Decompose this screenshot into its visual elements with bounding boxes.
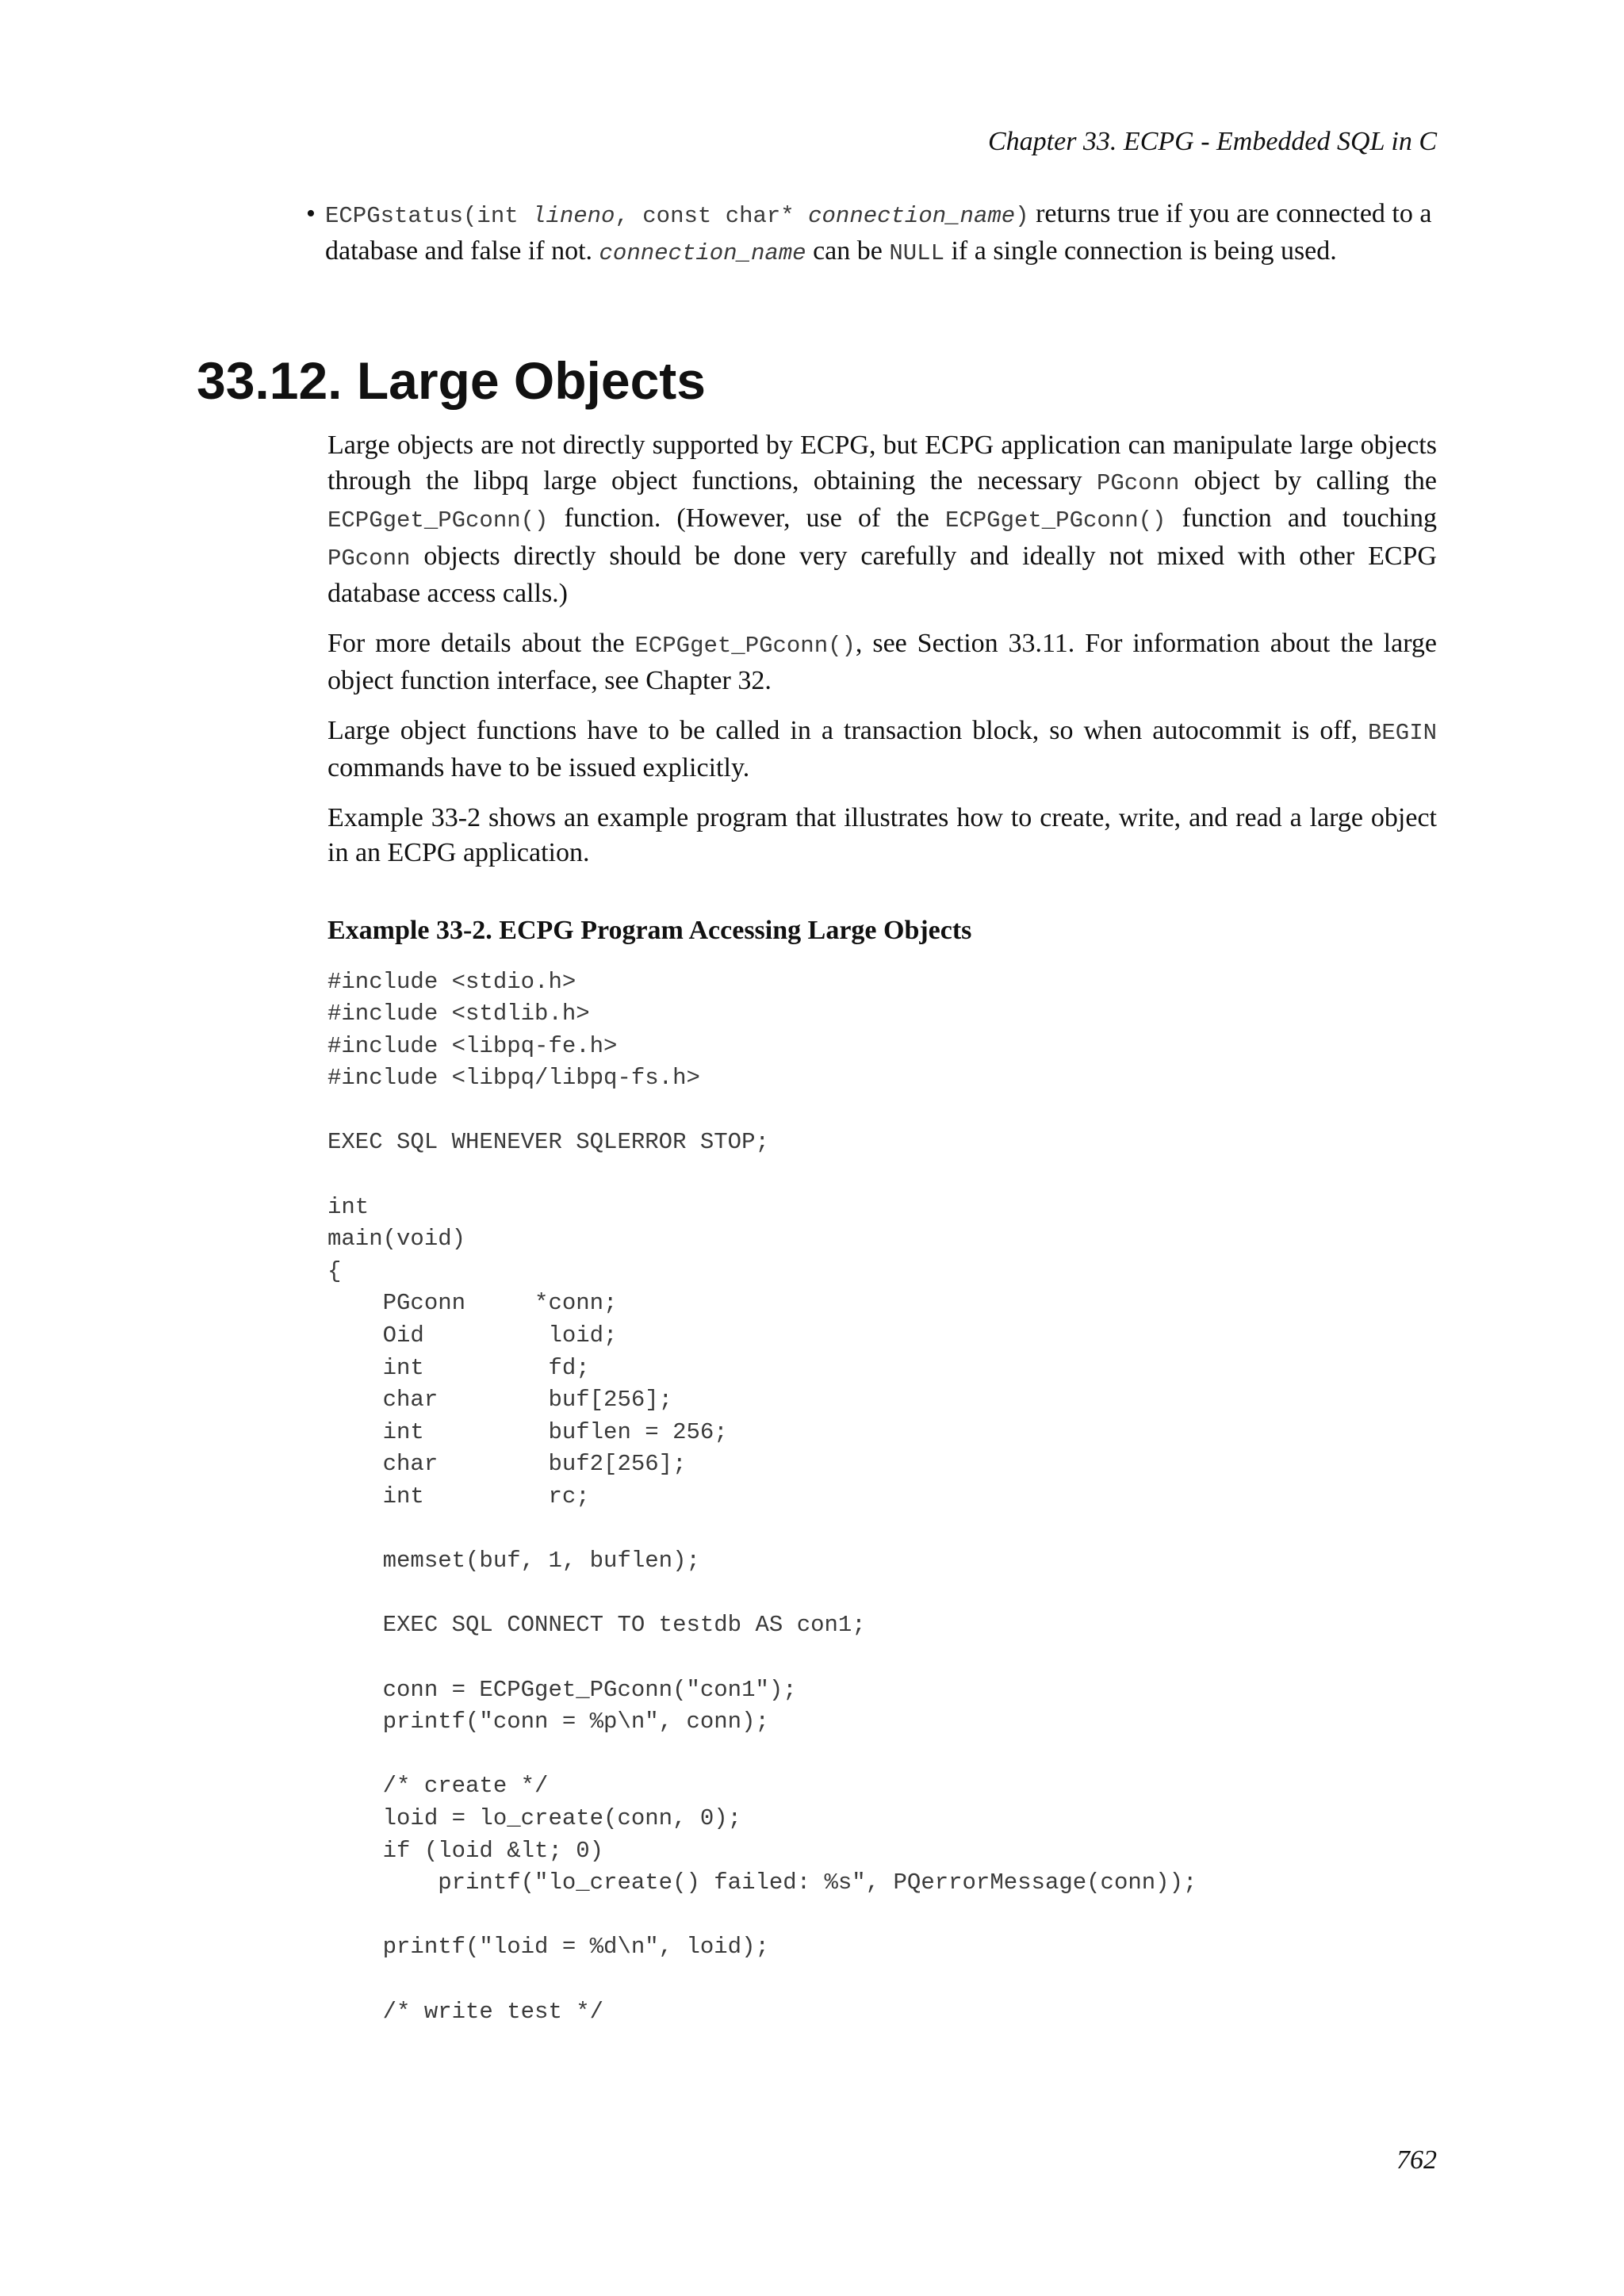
text-run: , see Section 33.11. For information about the large object function interface, see Chapter 32. xyxy=(327,628,1437,695)
page-number: 762 xyxy=(1396,2145,1437,2175)
paragraph-details xyxy=(327,626,1437,699)
bullet-item-ecpgstatus xyxy=(306,197,1437,271)
text-run: objects directly should be done very carefully and ideally not mixed with other ECPG database access calls.) xyxy=(327,541,1437,608)
text-run: For more details about the xyxy=(327,628,635,658)
code-ecpgget-pgconn: ECPGget_PGconn() xyxy=(327,507,549,534)
null-literal: NULL xyxy=(889,240,944,266)
code-ecpgget-pgconn: ECPGget_PGconn() xyxy=(634,632,856,659)
section-body xyxy=(327,428,1437,2028)
text-run: function and touching xyxy=(1166,503,1437,533)
param-lineno: lineno xyxy=(532,203,615,229)
function-signature-start: ECPGstatus(int xyxy=(325,203,533,229)
section-heading: 33.12. Large Objects xyxy=(197,351,706,410)
text-run: commands have to be issued explicitly. xyxy=(327,753,750,783)
running-header: Chapter 33. ECPG - Embedded SQL in C xyxy=(987,127,1437,156)
paragraph-transaction xyxy=(327,714,1437,786)
bullet-text-3: if a single connection is being used. xyxy=(944,236,1337,266)
code-pgconn: PGconn xyxy=(1097,469,1180,496)
text-run: object by calling the xyxy=(1179,465,1437,496)
paragraph-intro xyxy=(327,428,1437,612)
paragraph-example-intro xyxy=(327,801,1437,871)
function-signature-mid: , const char* xyxy=(615,203,809,229)
bullet-text-1: returns true if you are connected to a database and false if not. xyxy=(325,199,1432,266)
text-run: Large objects are not directly supported by ECPG, but ECPG application can manipulate large objects through the libpq large object functions, obtaining the necessary xyxy=(327,430,1437,496)
example-title: Example 33-2. ECPG Program Accessing Large Objects xyxy=(327,915,972,945)
function-signature-close: ) xyxy=(1015,203,1029,229)
code-begin: BEGIN xyxy=(1367,719,1437,746)
text-run: function. (However, use of the xyxy=(548,503,945,533)
code-pgconn: PGconn xyxy=(327,545,411,572)
bullet-dot: • xyxy=(306,199,316,228)
code-ecpgget-pgconn: ECPGget_PGconn() xyxy=(944,507,1166,534)
text-run: Example 33-2 shows an example program that illustrates how to create, write, and read a large object in an ECPG application. xyxy=(327,802,1437,867)
code-listing: #include <stdio.h> #include <stdlib.h> #include <libpq-fe.h> #include <libpq/libpq-fs.h> EXEC SQL WHENEVER SQLERROR STOP; int main(void) { PGconn *conn; Oid loid; int fd; char buf[256]; int buflen = 256; char buf2[256]; int rc; memset(buf, 1, buflen); EXEC SQL CONNECT TO testdb AS con1; conn = ECPGget_PGconn("con1"); printf("conn = %p\n", conn); /* create */ loid = lo_create(conn, 0); if (loid &lt; 0) printf("lo_create() failed: %s", PQerrorMessage(conn)); printf("loid = %d\n", loid); /* write test */ xyxy=(327,968,1197,2025)
bullet-text-2: can be xyxy=(806,236,890,266)
text-run: Large object functions have to be called in a transaction block, so when autocommit is off, xyxy=(327,715,1368,745)
param-connection-name: connection_name xyxy=(808,203,1016,229)
param-connection-name-ref: connection_name xyxy=(599,240,806,266)
